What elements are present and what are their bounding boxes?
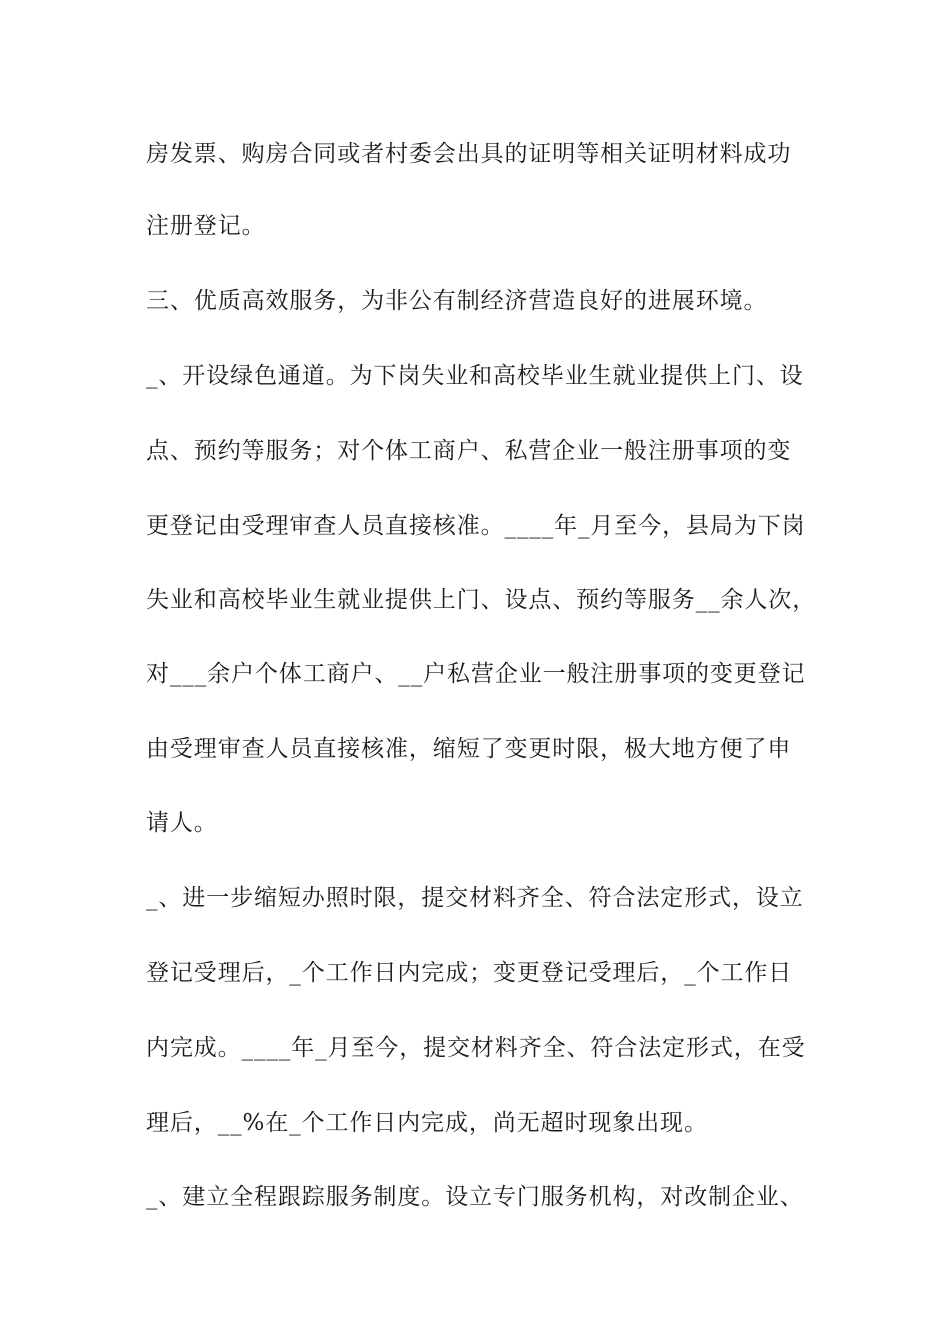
text-line: 房发票、购房合同或者村委会出具的证明等相关证明材料成功	[146, 141, 792, 167]
text-line: 登记受理后，_个工作日内完成；变更登记受理后，_个工作日	[146, 960, 793, 986]
text-line: 内完成。____年_月至今，提交材料齐全、符合法定形式，在受	[146, 1035, 806, 1061]
text-line: 失业和高校毕业生就业提供上门、设点、预约等服务__余人次，	[146, 587, 817, 613]
text-line: _、进一步缩短办照时限，提交材料齐全、符合法定形式，设立	[146, 885, 804, 911]
text-line: 注册登记。	[146, 213, 266, 239]
text-line: 请人。	[146, 810, 218, 836]
section-heading: 三、优质高效服务，为非公有制经济营造良好的进展环境。	[146, 288, 768, 314]
text-line: 更登记由受理审查人员直接核准。____年_月至今，县局为下岗	[146, 513, 806, 539]
text-line: _、开设绿色通道。为下岗失业和高校毕业生就业提供上门、设	[146, 363, 804, 389]
text-line: _、建立全程跟踪服务制度。设立专门服务机构，对改制企业、	[146, 1184, 804, 1210]
text-line: 由受理审查人员直接核准，缩短了变更时限，极大地方便了申	[146, 736, 792, 762]
text-line: 点、预约等服务；对个体工商户、私营企业一般注册事项的变	[146, 438, 792, 464]
text-line: 对___余户个体工商户、__户私营企业一般注册事项的变更登记	[146, 661, 806, 687]
text-line: 理后，__%在_个工作日内完成，尚无超时现象出现。	[146, 1110, 708, 1136]
